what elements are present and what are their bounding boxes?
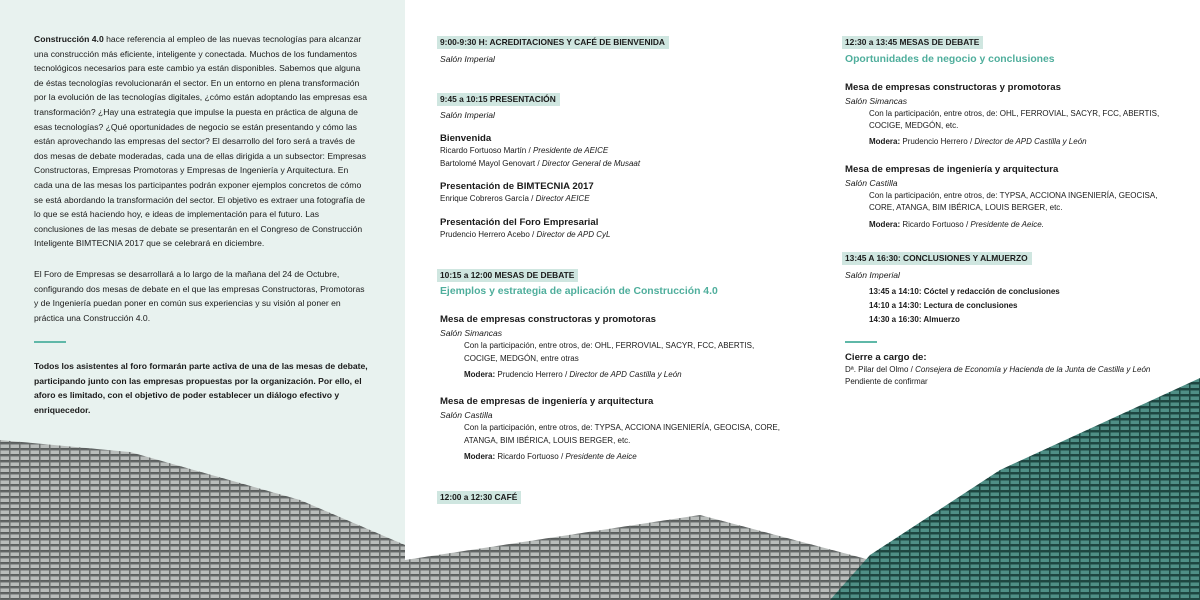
intro-lead: Construcción 4.0 bbox=[34, 34, 104, 44]
moderator-line: Modera: Prudencio Herrero / Director de APD Castilla y León bbox=[464, 369, 682, 379]
moderator-label: Modera: bbox=[464, 369, 496, 379]
speaker-role: Presidente de AEICE bbox=[532, 146, 609, 156]
session-subtitle: Ejemplos y estrategia de aplicación de Construcción 4.0 bbox=[440, 286, 718, 298]
speaker-line: Ricardo Fortuoso Martín / Presidente de AEICE bbox=[440, 146, 609, 156]
schedule-item: 14:10 a 14:30: Lectura de conclusiones bbox=[869, 300, 1018, 310]
intro-paragraph-1-text: hace referencia al empleo de las nuevas tecnologías para alcanzar una construcción más eficiente, inteligente y conectada. Muchos de los fundamentos tecnológicos necesarios para este cambio ya están disponibles. Sabemos que alguna de éstas tecnologías revolucionarán el sector. En un entorno en plena transformación por la evolución de las tecnologías digitales, ¿cómo están adoptando las empresas esa transformación? ¿Hay una estrategia que impulse la puesta en práctica de alguna de esas tecnologías? ¿Qué oportunidades de negocio se están presentando y cómo las están aprovechando las empresas del sector? El desarrollo del foro será a través de dos mesas de debate moderadas, cada una de ellas dirigida a un subsector: Empresas Constructoras, Empresas Promotoras y Empresas de Ingeniería y Arquitectura. En cada una de las mesas los participantes podrán exponer ejemplos concretos de cómo se está abordando la transformación del sector. El objetivo es extraer una fotografía de lo que se está haciendo hoy, e ideas de implementación para el futuro. Las conclusiones de las mesas de debate se presentarán en el Congreso de Construcción Inteligente BIMTECNIA 2017 que se celebrará en diciembre. bbox=[34, 34, 367, 249]
building-left bbox=[0, 440, 405, 600]
moderator-line: Modera: Ricardo Fortuoso / Presidente de Aeice. bbox=[869, 219, 1044, 229]
moderator-line: Modera: Prudencio Herrero / Director de APD Castilla y León bbox=[869, 137, 1087, 147]
speaker-name: Enrique Cobreros García bbox=[440, 194, 529, 204]
closing-speaker-name: Dª. Pilar del Olmo bbox=[845, 364, 909, 374]
session-venue: Salón Imperial bbox=[440, 53, 495, 64]
intro-paragraph-1 bbox=[34, 32, 369, 251]
speaker-name: Bartolomé Mayol Genovart bbox=[440, 158, 536, 168]
session-time-tag: 12:00 a 12:30 CAFÉ bbox=[437, 491, 521, 504]
intro-paragraph-2: El Foro de Empresas se desarrollará a lo largo de la mañana del 24 de Octubre, configurando dos mesas de debate en el que las empresas Constructoras, Promotoras y de Ingeniería puedan poner en común sus experiencias y su visión al poner en práctica una Construcción 4.0. bbox=[34, 268, 365, 323]
speaker-name: Ricardo Fortuoso Martín bbox=[440, 146, 527, 156]
session-time-tag: 10:15 a 12:00 MESAS DE DEBATE bbox=[437, 269, 578, 282]
speaker-role: Director General de Musaat bbox=[541, 158, 641, 168]
session-accreditation bbox=[440, 35, 790, 66]
session-time-tag: 9:00-9:30 H: ACREDITACIONES Y CAFÉ DE BIENVENIDA bbox=[437, 36, 669, 49]
speaker-name: Prudencio Herrero Acebo bbox=[440, 229, 530, 239]
intro-column bbox=[34, 32, 369, 418]
mesa-venue: Salón Simancas bbox=[845, 95, 908, 106]
session-subtitle: Oportunidades de negocio y conclusiones bbox=[845, 53, 1055, 65]
session-coffee bbox=[440, 490, 790, 505]
moderator-role: Presidente de Aeice bbox=[565, 452, 637, 462]
moderator-role: Director de APD Castilla y León bbox=[569, 369, 682, 379]
mesa-venue: Salón Simancas bbox=[440, 328, 503, 339]
closing-block bbox=[845, 351, 1175, 389]
mesa-venue: Salón Castilla bbox=[440, 410, 493, 421]
mesa-venue: Salón Castilla bbox=[845, 177, 898, 188]
schedule-list bbox=[845, 285, 1175, 327]
session-venue: Salón Imperial bbox=[845, 269, 900, 280]
schedule-item: 13:45 a 14:10: Cóctel y redacción de conclusiones bbox=[869, 286, 1060, 296]
schedule-item: 14:30 a 16:30: Almuerzo bbox=[869, 314, 960, 324]
session-time-tag: 13:45 A 16:30: CONCLUSIONES Y ALMUERZO bbox=[842, 252, 1032, 265]
mesa-title: Mesa de empresas constructoras y promotoras bbox=[845, 81, 1061, 93]
session-venue: Salón Imperial bbox=[440, 110, 495, 121]
mesa-title: Mesa de empresas constructoras y promotoras bbox=[440, 314, 656, 326]
speaker-role: Director AEICE bbox=[535, 194, 590, 204]
building-center bbox=[405, 515, 870, 600]
mesa-participants: Con la participación, entre otros, de: TYPSA, ACCIONA INGENIERÍA, GEOCISA, CORE, ATANGA, BIM IBÉRICA, LOUIS BERGER, etc. bbox=[464, 423, 780, 445]
moderator-line: Modera: Ricardo Fortuoso / Presidente de Aeice bbox=[464, 452, 637, 462]
session-presentation bbox=[440, 92, 790, 242]
program-column-right bbox=[845, 35, 1175, 389]
intro-paragraph-3: Todos los asistentes al foro formarán parte activa de una de las mesas de debate, participando junto con las empresas propuestas por la organización. Por ello, el aforo es limitado, con el objetivo de poder establecer un diálogo efectivo y enriquecedor. bbox=[34, 361, 368, 416]
accent-divider bbox=[34, 341, 66, 343]
moderator-label: Modera: bbox=[869, 219, 901, 229]
program-column-middle bbox=[440, 35, 790, 504]
moderator-name: Prudencio Herrero bbox=[497, 369, 563, 379]
session-conclusions bbox=[845, 251, 1175, 327]
moderator-role: Director de APD Castilla y León bbox=[974, 137, 1087, 147]
mesa-participants: Con la participación, entre otros, de: OHL, FERROVIAL, SACYR, FCC, ABERTIS, COCIGE, MEDGÓN, etc. bbox=[869, 108, 1160, 130]
closing-speaker-role: Consejera de Economía y Hacienda de la Junta de Castilla y León bbox=[915, 364, 1151, 374]
speaker-line: Bartolomé Mayol Genovart / Director General de Musaat bbox=[440, 158, 641, 168]
mesa-participants: Con la participación, entre otros, de: TYPSA, ACCIONA INGENIERÍA, GEOCISA, CORE, ATANGA, BIM IBÉRICA, LOUIS BERGER, etc. bbox=[869, 190, 1158, 213]
speaker-line: Prudencio Herrero Acebo / Director de APD CyL bbox=[440, 229, 611, 239]
mesa-title: Mesa de empresas de ingeniería y arquitectura bbox=[440, 396, 654, 408]
building-right bbox=[830, 378, 1200, 600]
moderator-name: Ricardo Fortuoso bbox=[902, 219, 964, 229]
speaker-line: Enrique Cobreros García / Director AEICE bbox=[440, 194, 590, 204]
moderator-name: Prudencio Herrero bbox=[902, 137, 968, 147]
talk-title: Bienvenida bbox=[440, 133, 492, 145]
closing-speaker-line: Dª. Pilar del Olmo / Consejera de Economía y Hacienda de la Junta de Castilla y León bbox=[845, 364, 1151, 374]
accent-divider bbox=[845, 341, 877, 343]
moderator-name: Ricardo Fortuoso bbox=[497, 452, 559, 462]
mesa-title: Mesa de empresas de ingeniería y arquitectura bbox=[845, 163, 1059, 175]
session-time-tag: 12:30 a 13:45 MESAS DE DEBATE bbox=[842, 36, 983, 49]
closing-title: Cierre a cargo de: bbox=[845, 351, 927, 363]
session-time-tag: 9:45 a 10:15 PRESENTACIÓN bbox=[437, 93, 560, 106]
closing-note: Pendiente de confirmar bbox=[845, 377, 928, 387]
moderator-label: Modera: bbox=[464, 452, 496, 462]
moderator-role: Presidente de Aeice. bbox=[970, 219, 1044, 229]
moderator-label: Modera: bbox=[869, 137, 901, 147]
talk-title: Presentación del Foro Empresarial bbox=[440, 216, 599, 228]
speaker-role: Director de APD CyL bbox=[536, 229, 611, 239]
session-debate-1 bbox=[440, 268, 790, 464]
mesa-participants: Con la participación, entre otros, de: OHL, FERROVIAL, SACYR, FCC, ABERTIS, COCIGE, MEDGÓN, entre otras bbox=[464, 341, 755, 363]
talk-title: Presentación de BIMTECNIA 2017 bbox=[440, 181, 594, 193]
session-debate-2 bbox=[845, 35, 1175, 231]
